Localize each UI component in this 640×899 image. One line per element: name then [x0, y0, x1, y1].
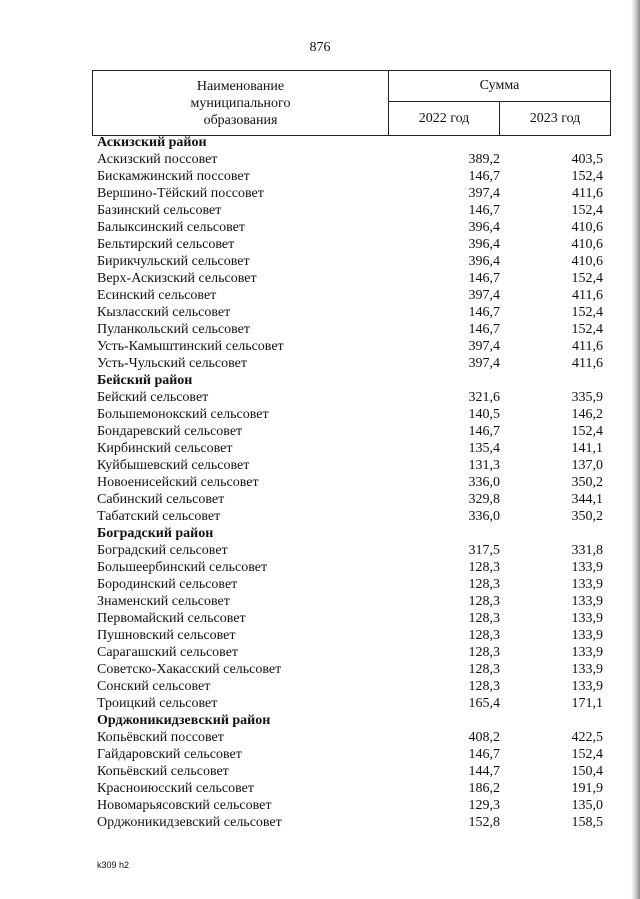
value-2023: 152,4 — [571, 169, 603, 184]
value-2023: 150,4 — [571, 764, 603, 779]
municipality-name: Сонский сельсовет — [97, 679, 211, 694]
municipality-name: Кызласский сельсовет — [97, 305, 231, 320]
municipality-name: Копьёвский поссовет — [97, 730, 224, 745]
value-2022: 128,3 — [468, 645, 500, 660]
value-2023: 422,5 — [571, 730, 603, 745]
value-2023: 133,9 — [571, 628, 603, 643]
municipality-name: Бискамжинский поссовет — [97, 169, 250, 184]
value-2022: 186,2 — [468, 781, 500, 796]
value-2022: 146,7 — [468, 169, 500, 184]
table-row — [97, 168, 612, 185]
value-2022: 146,7 — [468, 424, 500, 439]
value-2023: 335,9 — [571, 390, 603, 405]
value-2022: 397,4 — [468, 288, 500, 303]
table-row — [97, 491, 612, 508]
value-2022: 146,7 — [468, 747, 500, 762]
value-2022: 396,4 — [468, 220, 500, 235]
table-header — [92, 70, 611, 136]
municipality-name: Балыксинский сельсовет — [97, 220, 245, 235]
value-2023: 133,9 — [571, 594, 603, 609]
municipality-name: Новомарьясовский сельсовет — [97, 798, 272, 813]
value-2022: 408,2 — [468, 730, 500, 745]
district-name: Орджоникидзевский район — [97, 713, 271, 728]
value-2022: 128,3 — [468, 594, 500, 609]
municipality-name: Бейский сельсовет — [97, 390, 209, 405]
municipality-name: Советско-Хакасский сельсовет — [97, 662, 282, 677]
district-heading-row — [97, 712, 612, 729]
value-2022: 146,7 — [468, 322, 500, 337]
header-name-line: образования — [203, 112, 278, 128]
value-2023: 133,9 — [571, 611, 603, 626]
value-2022: 140,5 — [468, 407, 500, 422]
district-name: Бейский район — [97, 373, 193, 388]
value-2023: 146,2 — [571, 407, 603, 422]
municipality-name: Базинский сельсовет — [97, 203, 222, 218]
municipality-name: Орджоникидзевский сельсовет — [97, 815, 282, 830]
municipality-name: Гайдаровский сельсовет — [97, 747, 242, 762]
municipality-name: Табатский сельсовет — [97, 509, 221, 524]
value-2022: 396,4 — [468, 237, 500, 252]
value-2022: 146,7 — [468, 305, 500, 320]
table-row — [97, 236, 612, 253]
value-2023: 344,1 — [571, 492, 603, 507]
table-row — [97, 610, 612, 627]
municipality-name: Аскизский поссовет — [97, 152, 218, 167]
table-row — [97, 644, 612, 661]
value-2023: 152,4 — [571, 424, 603, 439]
value-2023: 137,0 — [571, 458, 603, 473]
municipality-name: Большеербинский сельсовет — [97, 560, 268, 575]
table-row — [97, 253, 612, 270]
municipality-name: Бородинский сельсовет — [97, 577, 238, 592]
municipality-name: Вершино-Тёйский поссовет — [97, 186, 264, 201]
table-row — [97, 593, 612, 610]
table-row — [97, 763, 612, 780]
value-2022: 146,7 — [468, 203, 500, 218]
value-2023: 331,8 — [571, 543, 603, 558]
table-row — [97, 219, 612, 236]
value-2023: 350,2 — [571, 475, 603, 490]
header-sum-cell: Сумма — [389, 71, 610, 102]
value-2023: 133,9 — [571, 560, 603, 575]
district-name: Боградский район — [97, 526, 214, 541]
municipality-name: Троицкий сельсовет — [97, 696, 218, 711]
header-year-2022: 2022 год — [389, 102, 500, 135]
value-2023: 152,4 — [571, 271, 603, 286]
table-row — [97, 389, 612, 406]
municipality-name: Большемонокский сельсовет — [97, 407, 269, 422]
table-row — [97, 321, 612, 338]
value-2023: 135,0 — [571, 798, 603, 813]
district-heading-row — [97, 134, 612, 151]
value-2023: 141,1 — [571, 441, 603, 456]
municipality-name: Усть-Чульский сельсовет — [97, 356, 248, 371]
table-row — [97, 355, 612, 372]
table-row — [97, 797, 612, 814]
municipality-name: Бирикчульский сельсовет — [97, 254, 250, 269]
value-2023: 133,9 — [571, 645, 603, 660]
municipality-name: Бельтирский сельсовет — [97, 237, 235, 252]
value-2023: 152,4 — [571, 322, 603, 337]
value-2022: 396,4 — [468, 254, 500, 269]
table-row — [97, 729, 612, 746]
value-2023: 133,9 — [571, 662, 603, 677]
value-2022: 144,7 — [468, 764, 500, 779]
value-2022: 336,0 — [468, 509, 500, 524]
table-row — [97, 474, 612, 491]
value-2022: 317,5 — [468, 543, 500, 558]
value-2023: 171,1 — [571, 696, 603, 711]
municipality-name: Пуланкольский сельсовет — [97, 322, 251, 337]
value-2022: 165,4 — [468, 696, 500, 711]
district-heading-row — [97, 372, 612, 389]
footer-code: k309 h2 — [97, 860, 130, 870]
table-row — [97, 814, 612, 831]
value-2022: 389,2 — [468, 152, 500, 167]
table-row — [97, 287, 612, 304]
table-row — [97, 542, 612, 559]
municipality-name: Усть-Камыштинский сельсовет — [97, 339, 284, 354]
table-row — [97, 695, 612, 712]
table-row — [97, 678, 612, 695]
header-year-2023: 2023 год — [529, 110, 581, 126]
header-name-line: муниципального — [190, 95, 291, 111]
value-2022: 336,0 — [468, 475, 500, 490]
municipality-name: Бондаревский сельсовет — [97, 424, 243, 439]
table-row — [97, 304, 612, 321]
value-2023: 411,6 — [572, 339, 603, 354]
value-2023: 410,6 — [571, 254, 603, 269]
table-row — [97, 780, 612, 797]
value-2022: 152,8 — [468, 815, 500, 830]
municipality-name: Верх-Аскизский сельсовет — [97, 271, 257, 286]
table-row — [97, 202, 612, 219]
header-name-cell — [93, 71, 389, 135]
page-number: 876 — [309, 40, 331, 55]
value-2023: 350,2 — [571, 509, 603, 524]
value-2022: 321,6 — [468, 390, 500, 405]
table-row — [97, 440, 612, 457]
table-row — [97, 559, 612, 576]
value-2022: 128,3 — [468, 628, 500, 643]
scan-edge-shadow — [631, 0, 640, 899]
value-2023: 411,6 — [572, 186, 603, 201]
municipality-name: Первомайский сельсовет — [97, 611, 246, 626]
table-row — [97, 576, 612, 593]
value-2022: 128,3 — [468, 611, 500, 626]
header-name-line: Наименование — [196, 78, 285, 94]
table-row — [97, 185, 612, 202]
municipality-name: Пушновский сельсовет — [97, 628, 236, 643]
value-2023: 191,9 — [571, 781, 603, 796]
value-2023: 410,6 — [571, 220, 603, 235]
table-row — [97, 423, 612, 440]
municipality-name: Боградский сельсовет — [97, 543, 228, 558]
value-2023: 410,6 — [571, 237, 603, 252]
value-2023: 133,9 — [571, 679, 603, 694]
table-row — [97, 746, 612, 763]
value-2023: 411,6 — [572, 356, 603, 371]
table-row — [97, 627, 612, 644]
value-2022: 128,3 — [468, 662, 500, 677]
municipality-name: Копьёвский сельсовет — [97, 764, 229, 779]
value-2022: 329,8 — [468, 492, 500, 507]
municipality-name: Куйбышевский сельсовет — [97, 458, 250, 473]
municipality-name: Красноиюсский сельсовет — [97, 781, 254, 796]
municipality-name: Есинский сельсовет — [97, 288, 217, 303]
district-heading-row — [97, 525, 612, 542]
municipality-name: Сабинский сельсовет — [97, 492, 225, 507]
table-row — [97, 270, 612, 287]
municipality-name: Знаменский сельсовет — [97, 594, 230, 609]
district-name: Аскизский район — [97, 135, 207, 150]
value-2022: 146,7 — [468, 271, 500, 286]
table-row — [97, 406, 612, 423]
value-2023: 411,6 — [572, 288, 603, 303]
table-row — [97, 661, 612, 678]
value-2022: 397,4 — [468, 339, 500, 354]
value-2022: 135,4 — [468, 441, 500, 456]
value-2022: 131,3 — [468, 458, 500, 473]
value-2022: 128,3 — [468, 577, 500, 592]
value-2022: 129,3 — [468, 798, 500, 813]
value-2023: 133,9 — [571, 577, 603, 592]
value-2022: 128,3 — [468, 679, 500, 694]
value-2023: 152,4 — [571, 203, 603, 218]
value-2022: 128,3 — [468, 560, 500, 575]
value-2023: 158,5 — [571, 815, 603, 830]
municipality-name: Новоенисейский сельсовет — [97, 475, 259, 490]
municipality-name: Кирбинский сельсовет — [97, 441, 233, 456]
value-2023: 403,5 — [571, 152, 603, 167]
table-row — [97, 338, 612, 355]
value-2023: 152,4 — [571, 305, 603, 320]
table-row — [97, 457, 612, 474]
value-2022: 397,4 — [468, 186, 500, 201]
municipality-name: Сарагашский сельсовет — [97, 645, 239, 660]
table-body — [97, 134, 612, 831]
table-row — [97, 508, 612, 525]
value-2023: 152,4 — [571, 747, 603, 762]
value-2022: 397,4 — [468, 356, 500, 371]
table-row — [97, 151, 612, 168]
